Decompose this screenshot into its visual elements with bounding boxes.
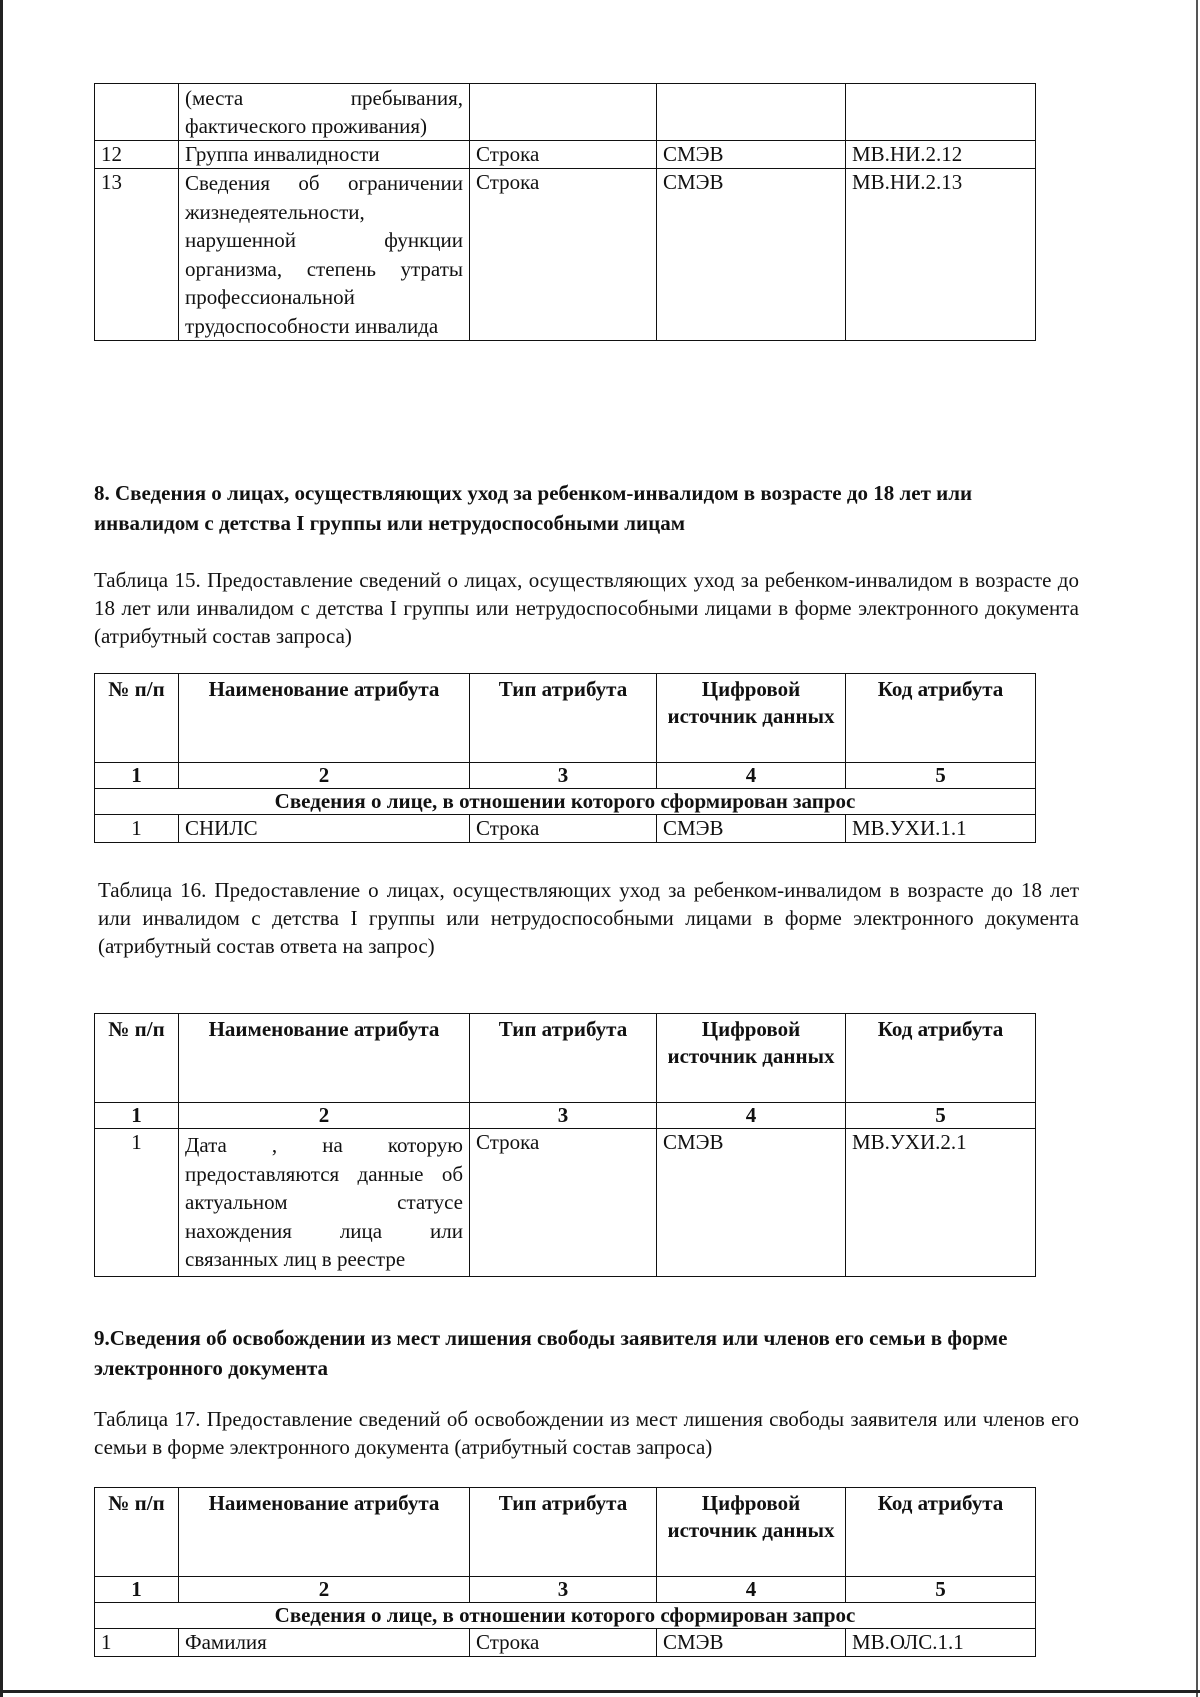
header-number: № п/п	[95, 674, 179, 763]
table-16-caption: Таблица 16. Предоставление о лицах, осуществляющих уход за ребенком-инвалидом в возрасте до 18 лет или инвалидом с детства I группы или нетрудоспособными лицами в форме электронного документа (атрибутный состав ответа на запрос)	[98, 878, 1079, 958]
column-number-row	[95, 763, 1036, 789]
table-row	[95, 169, 1036, 341]
table-row	[95, 84, 1036, 141]
attribute-code: МВ.ОЛС.1.1	[846, 1629, 1036, 1657]
table-header-row	[95, 1014, 1036, 1103]
column-number-row	[95, 1577, 1036, 1603]
scan-edge-bottom	[0, 1690, 1200, 1693]
row-number: 1	[95, 1629, 179, 1657]
row-number: 13	[95, 169, 179, 341]
column-number: 5	[846, 763, 1036, 789]
table-row	[95, 141, 1036, 169]
row-number: 1	[95, 1129, 179, 1277]
table-row	[95, 1629, 1036, 1657]
row-number	[95, 84, 179, 141]
attribute-type	[470, 84, 657, 141]
column-number: 1	[95, 763, 179, 789]
table-16	[94, 1013, 1036, 1277]
column-number: 3	[470, 1103, 657, 1129]
attribute-name: Группа инвалидности	[179, 141, 470, 169]
header-source: Цифровой источник данных	[657, 1014, 846, 1103]
header-name: Наименование атрибута	[179, 674, 470, 763]
table-subheader: Сведения о лице, в отношении которого сформирован запрос	[95, 1603, 1036, 1629]
attribute-type: Строка	[470, 815, 657, 843]
row-number: 12	[95, 141, 179, 169]
attribute-name: СНИЛС	[179, 815, 470, 843]
column-number: 4	[657, 1577, 846, 1603]
table-header-row	[95, 674, 1036, 763]
table-17-caption: Таблица 17. Предоставление сведений об освобождении из мест лишения свободы заявителя или членов его семьи в форме электронного документа (атрибутный состав запроса)	[94, 1407, 1079, 1459]
attribute-type: Строка	[470, 169, 657, 341]
attribute-name: Фамилия	[179, 1629, 470, 1657]
column-number: 2	[179, 763, 470, 789]
subheader-row	[95, 789, 1036, 815]
table-subheader: Сведения о лице, в отношении которого сформирован запрос	[95, 789, 1036, 815]
column-number: 1	[95, 1577, 179, 1603]
data-source: СМЭВ	[657, 1629, 846, 1657]
attribute-type: Строка	[470, 1629, 657, 1657]
subheader-row	[95, 1603, 1036, 1629]
table-header-row	[95, 1488, 1036, 1577]
header-name: Наименование атрибута	[179, 1488, 470, 1577]
data-source	[657, 84, 846, 141]
header-type: Тип атрибута	[470, 1014, 657, 1103]
table-row	[95, 1129, 1036, 1277]
header-number: № п/п	[95, 1014, 179, 1103]
column-number: 4	[657, 1103, 846, 1129]
attribute-code: МВ.УХИ.1.1	[846, 815, 1036, 843]
attribute-name: (места пребывания, фактического проживания)	[179, 84, 470, 141]
data-source: СМЭВ	[657, 141, 846, 169]
section-8-heading: 8. Сведения о лицах, осуществляющих уход за ребенком-инвалидом в возрасте до 18 лет или инвалидом с детства I группы или нетрудоспособными лицам	[94, 481, 973, 535]
header-code: Код атрибута	[846, 1014, 1036, 1103]
top-table	[94, 83, 1036, 341]
attribute-code: МВ.НИ.2.13	[846, 169, 1036, 341]
scan-edge-right	[1196, 0, 1198, 1697]
header-number: № п/п	[95, 1488, 179, 1577]
header-code: Код атрибута	[846, 1488, 1036, 1577]
column-number: 2	[179, 1103, 470, 1129]
attribute-code: МВ.УХИ.2.1	[846, 1129, 1036, 1277]
row-number: 1	[95, 815, 179, 843]
column-number: 5	[846, 1103, 1036, 1129]
table-17	[94, 1487, 1036, 1657]
data-source: СМЭВ	[657, 815, 846, 843]
attribute-name: Сведения об ограничении жизнедеятельности, нарушенной функции организма, степень утраты профессиональной трудоспособности инвалида	[179, 169, 470, 341]
attribute-type: Строка	[470, 1129, 657, 1277]
attribute-code	[846, 84, 1036, 141]
data-source: СМЭВ	[657, 169, 846, 341]
attribute-type: Строка	[470, 141, 657, 169]
header-source: Цифровой источник данных	[657, 674, 846, 763]
attribute-code: МВ.НИ.2.12	[846, 141, 1036, 169]
column-number: 5	[846, 1577, 1036, 1603]
column-number: 2	[179, 1577, 470, 1603]
table-15-caption: Таблица 15. Предоставление сведений о лицах, осуществляющих уход за ребенком-инвалидом в возрасте до 18 лет или инвалидом с детства I группы или нетрудоспособными лицами в форме электронного документа (атрибутный состав запроса)	[94, 568, 1079, 648]
table-row	[95, 815, 1036, 843]
column-number: 4	[657, 763, 846, 789]
column-number: 1	[95, 1103, 179, 1129]
section-9-heading: 9.Сведения об освобождении из мест лишения свободы заявителя или членов его семьи в форме электронного документа	[94, 1326, 1008, 1380]
header-code: Код атрибута	[846, 674, 1036, 763]
attribute-name: Дата , на которую предоставляются данные об актуальном статусе нахождения лица или связанных лиц в реестре	[179, 1129, 470, 1277]
column-number-row	[95, 1103, 1036, 1129]
header-name: Наименование атрибута	[179, 1014, 470, 1103]
scan-edge-left	[0, 0, 3, 1697]
header-type: Тип атрибута	[470, 674, 657, 763]
header-type: Тип атрибута	[470, 1488, 657, 1577]
table-15	[94, 673, 1036, 843]
column-number: 3	[470, 763, 657, 789]
column-number: 3	[470, 1577, 657, 1603]
header-source: Цифровой источник данных	[657, 1488, 846, 1577]
data-source: СМЭВ	[657, 1129, 846, 1277]
